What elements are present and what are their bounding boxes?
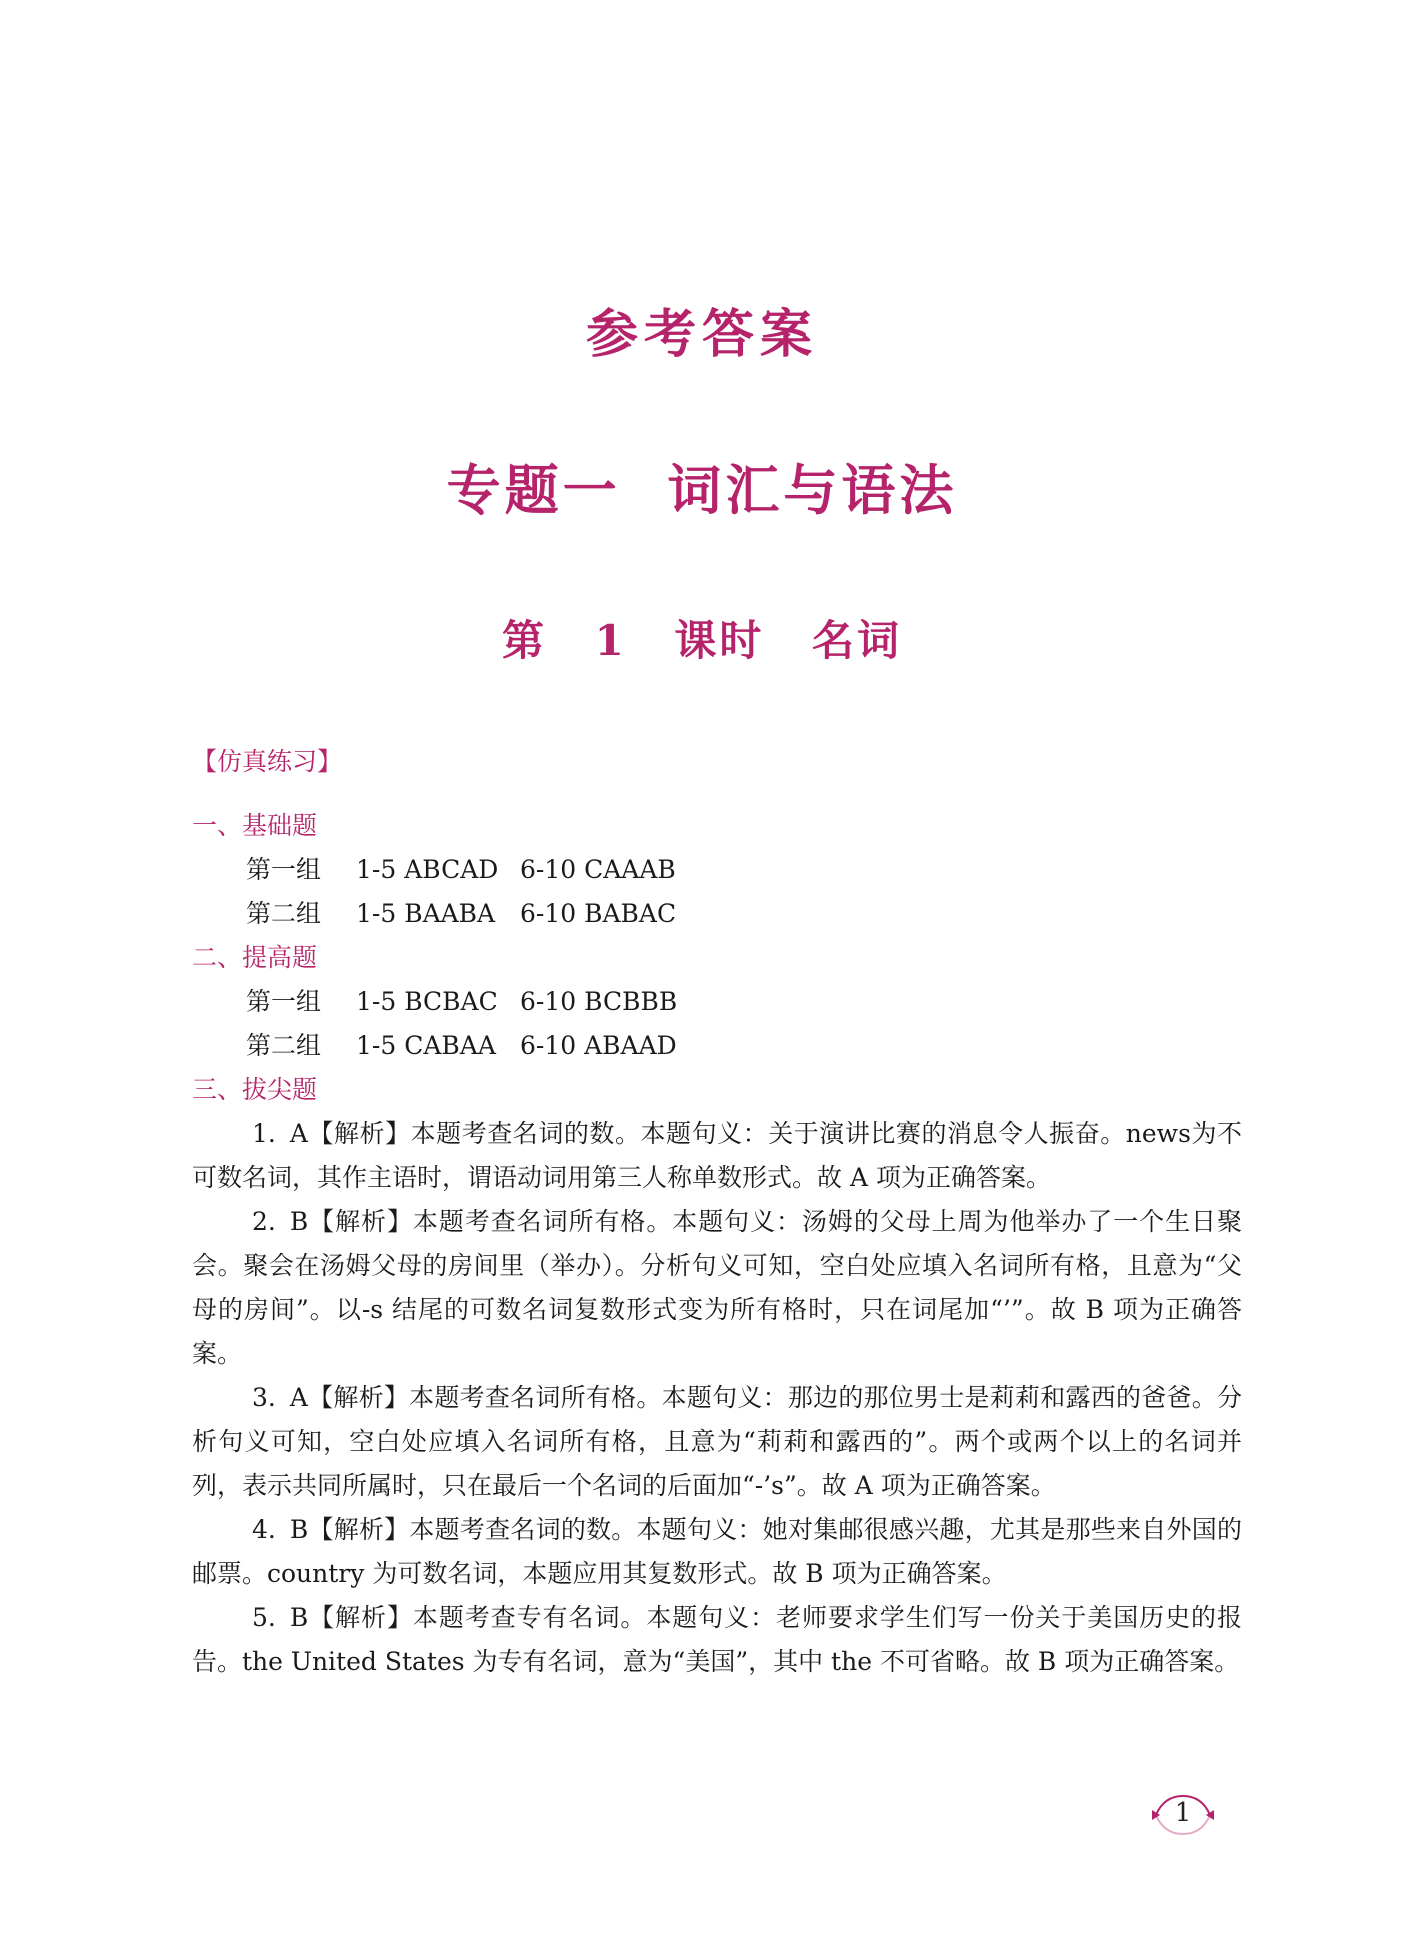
item-text: B【解析】本题考查名词所有格。本题句义：汤姆的父母上周为他举办了一个生日聚会。聚会在汤姆父母的房间里（举办）。分析句义可知，空白处应填入名词所有格，且意为“父母的房间”。以-s 结尾的可数名词复数形式变为所有格时，只在词尾加“’”。故 B 项为正确答案。 (192, 1207, 1242, 1368)
item-text: A【解析】本题考查名词的数。本题句义：关于演讲比赛的消息令人振奋。news为不可数名词，其作主语时，谓语动词用第三人称单数形式。故 A 项为正确答案。 (192, 1119, 1242, 1192)
answer-group-row (192, 892, 1242, 936)
answer-content (192, 740, 1242, 1684)
item-number: 2. (252, 1207, 276, 1236)
explanation-item (192, 1200, 1242, 1376)
explanation-item (192, 1112, 1242, 1200)
page-number-badge (1150, 1790, 1216, 1840)
item-text: B【解析】本题考查名词的数。本题句义：她对集邮很感兴趣，尤其是那些来自外国的邮票。country 为可数名词，本题应用其复数形式。故 B 项为正确答案。 (192, 1515, 1242, 1588)
answers-1-5: 1-5 BCBAC (356, 987, 498, 1016)
answers-6-10: 6-10 BABAC (520, 899, 677, 928)
group-label: 第二组 (246, 1031, 322, 1060)
answers-6-10: 6-10 ABAAD (520, 1031, 677, 1060)
item-text: B【解析】本题考查专有名词。本题句义：老师要求学生们写一份关于美国历史的报告。the United States 为专有名词，意为“美国”，其中 the 不可省略。故 B 项为正确答案。 (192, 1603, 1242, 1676)
explanation-item (192, 1508, 1242, 1596)
answers-1-5: 1-5 BAABA (356, 899, 496, 928)
answer-group-row (192, 848, 1242, 892)
part-advanced (192, 936, 1242, 1068)
section-tag: 【仿真练习】 (192, 747, 343, 776)
answer-group-row (192, 980, 1242, 1024)
answers-1-5: 1-5 ABCAD (356, 855, 499, 884)
answers-1-5: 1-5 CABAA (356, 1031, 496, 1060)
part-heading: 三、拔尖题 (192, 1075, 318, 1104)
item-number: 3. (252, 1383, 276, 1412)
part-heading: 一、基础题 (192, 811, 318, 840)
item-text: A【解析】本题考查名词所有格。本题句义：那边的那位男士是莉莉和露西的爸爸。分析句义可知，空白处应填入名词所有格，且意为“莉莉和露西的”。两个或两个以上的名词并列，表示共同所属时，只在最后一个名词的后面加“-’s”。故 A 项为正确答案。 (192, 1383, 1242, 1500)
item-number: 4. (252, 1515, 276, 1544)
answers-6-10: 6-10 BCBBB (520, 987, 678, 1016)
group-label: 第二组 (246, 899, 322, 928)
part-heading: 二、提高题 (192, 943, 318, 972)
part-basic (192, 804, 1242, 936)
page-title: 参考答案 (585, 304, 818, 365)
unit-title: 专题一 词汇与语法 (446, 458, 958, 522)
lesson-title: 第 1 课时 名词 (501, 616, 903, 665)
item-number: 1. (252, 1119, 276, 1148)
answers-6-10: 6-10 CAAAB (520, 855, 676, 884)
group-label: 第一组 (246, 987, 322, 1016)
explanation-item (192, 1376, 1242, 1508)
answer-group-row (192, 1024, 1242, 1068)
item-number: 5. (252, 1603, 276, 1632)
explanation-item (192, 1596, 1242, 1684)
group-label: 第一组 (246, 855, 322, 884)
page-number: 1 (1174, 1798, 1192, 1828)
